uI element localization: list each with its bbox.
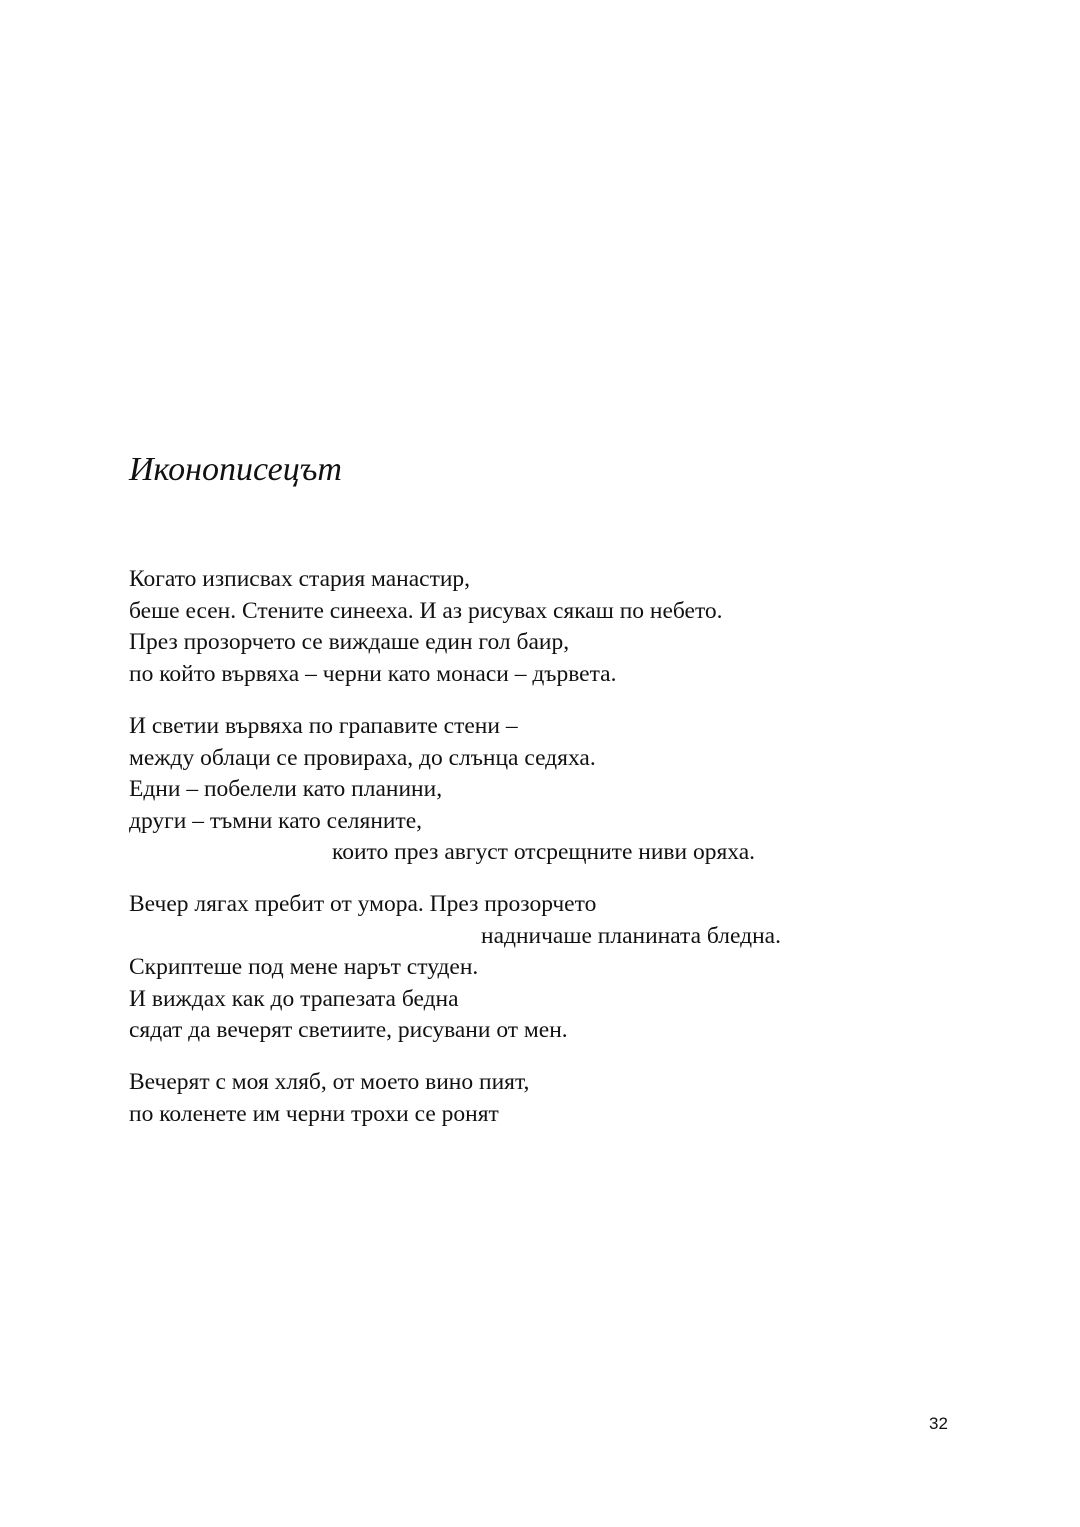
verse-line: Вечерят с моя хляб, от моето вино пият,: [129, 1069, 530, 1095]
verse-line: Когато изписвах стария манастир,: [129, 566, 471, 592]
page-number: 32: [929, 1414, 948, 1433]
verse-line: по който вървяха – черни като монаси – дървета.: [129, 660, 617, 687]
verse-line: Скриптеше под мене нарът студен.: [129, 954, 479, 981]
stanza-1: [129, 564, 989, 690]
stanza-3: [129, 889, 989, 1047]
verse-line: Вечер лягах пребит от умора. През прозорчето: [129, 891, 597, 917]
verse-line: сядат да вечерят светиите, рисувани от мен.: [129, 1017, 568, 1044]
poem-title: Иконописецът: [129, 451, 342, 488]
verse-line: Едни – побелели като планини,: [129, 776, 443, 803]
verse-line: беше есен. Стените синееха. И аз рисувах сякаш по небето.: [129, 597, 723, 624]
verse-line: други – тъмни като селяните,: [129, 807, 423, 834]
verse-line: През прозорчето се виждаше един гол баир,: [129, 629, 570, 656]
indented-verse-line: които през август отсрещните ниви оряха.: [332, 839, 756, 866]
verse-line: по коленете им черни трохи се ронят: [129, 1100, 499, 1127]
verse-line: между облаци се провираха, до слънца седяха.: [129, 744, 596, 771]
stanza-4: [129, 1067, 989, 1130]
verse-line: И светии вървяха по грапавите стени –: [129, 713, 518, 739]
verse-line: И виждах как до трапезата бедна: [129, 985, 459, 1012]
indented-verse-line: надничаше планината бледна.: [481, 922, 781, 949]
stanza-2: [129, 711, 989, 869]
